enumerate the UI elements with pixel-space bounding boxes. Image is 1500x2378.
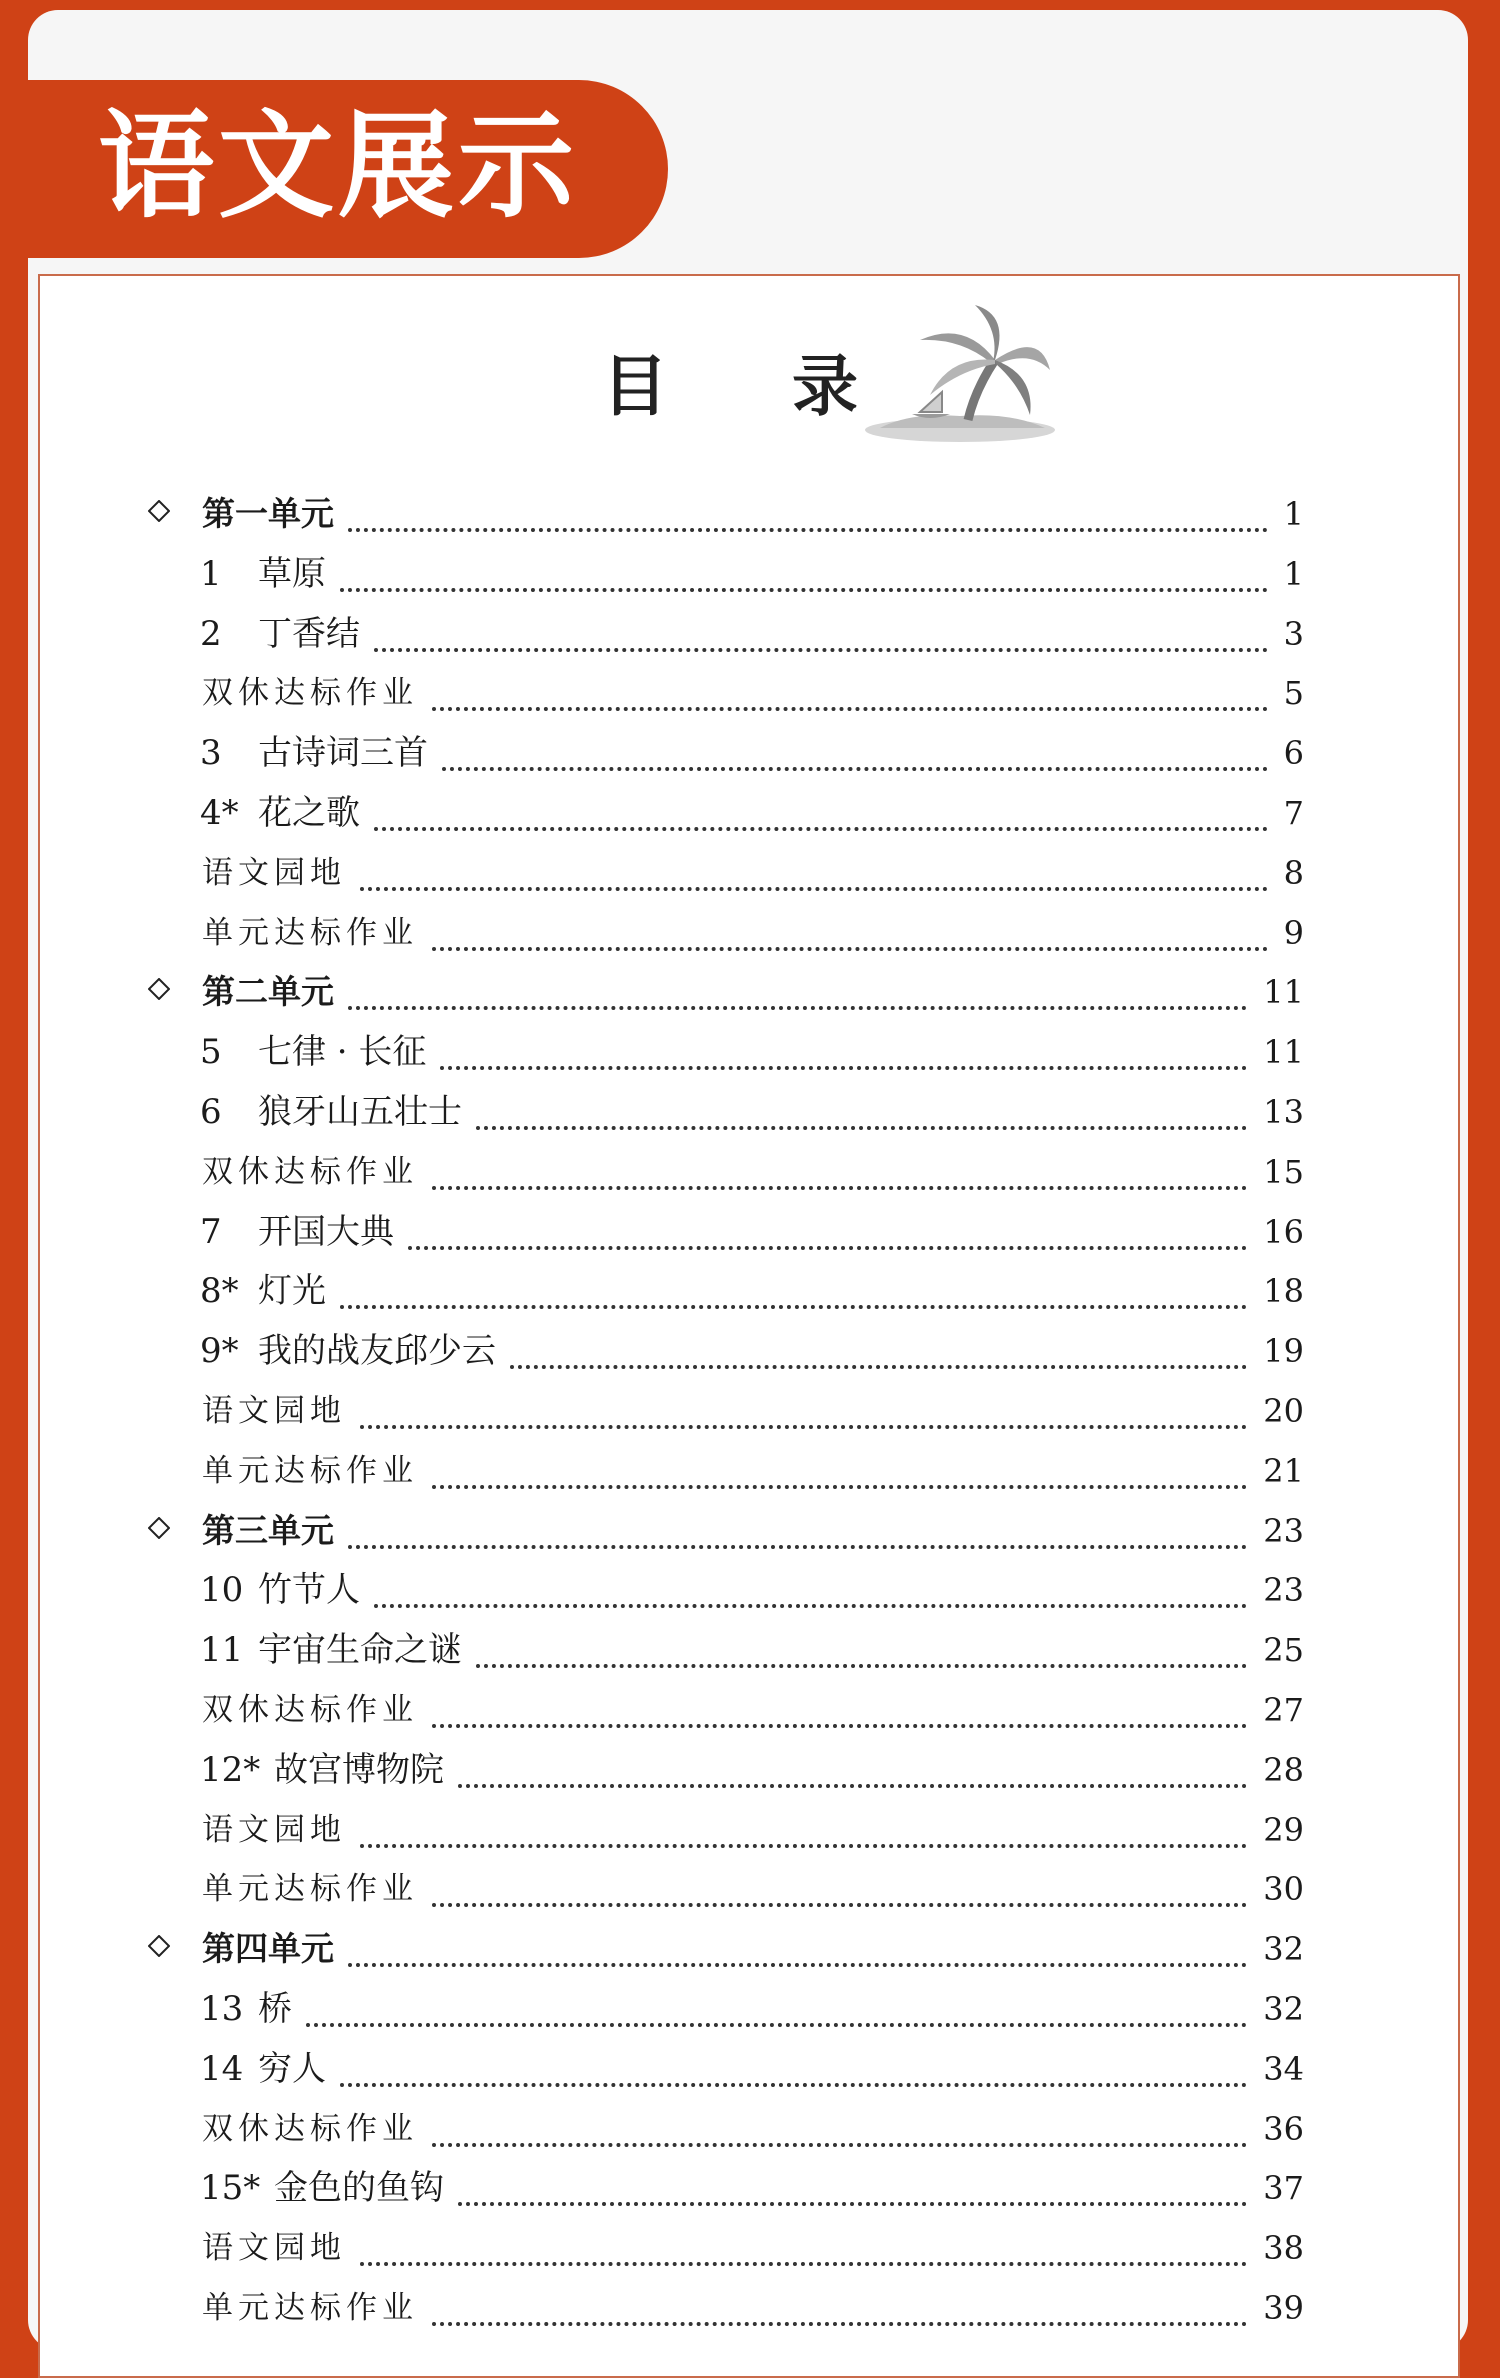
toc-page-number: 9 <box>1283 914 1304 952</box>
toc-entry-number: 3 <box>200 733 222 773</box>
toc-page-number: 32 <box>1263 1990 1304 2028</box>
toc-entry-number: 11 <box>200 1630 244 1670</box>
toc-page-number: 7 <box>1283 794 1304 832</box>
toc-page-number: 23 <box>1263 1512 1304 1550</box>
toc-dot-leader <box>348 1545 1247 1549</box>
toc-entry-text: 单元达标作业 <box>202 915 418 951</box>
toc-exercise-entry[interactable] <box>0 1441 1500 1501</box>
toc-entry-text: 花之歌 <box>258 793 360 833</box>
toc-entry-label <box>200 1560 360 1620</box>
toc-entry-text: 语文园地 <box>202 2230 346 2266</box>
toc-dot-leader <box>442 767 1268 771</box>
toc-lesson-entry[interactable] <box>0 1740 1500 1800</box>
toc-entry-number: 12* <box>200 1750 261 1790</box>
toc-dot-leader <box>374 1604 1247 1608</box>
toc-page-number: 6 <box>1283 734 1304 772</box>
toc-dot-leader <box>458 1784 1247 1788</box>
toc-unit-heading[interactable] <box>0 484 1500 544</box>
toc-entry-label <box>202 1142 418 1202</box>
toc-dot-leader <box>306 2023 1247 2027</box>
toc-entry-text: 宇宙生命之谜 <box>258 1630 462 1670</box>
toc-exercise-entry[interactable] <box>0 1859 1500 1919</box>
toc-entry-number: 2 <box>200 614 222 654</box>
toc-dot-leader <box>432 1485 1247 1489</box>
toc-lesson-entry[interactable] <box>0 1620 1500 1680</box>
toc-entry-text: 穷人 <box>258 2049 326 2089</box>
toc-entry-number: 7 <box>200 1212 222 1252</box>
toc-entry-text: 故宫博物院 <box>274 1750 444 1790</box>
toc-entry-label <box>202 1381 346 1441</box>
toc-entry-label <box>202 903 418 963</box>
diamond-outline-icon <box>148 1517 170 1539</box>
toc-entry-label <box>200 1321 496 1381</box>
toc-entry-text: 七律 · 长征 <box>258 1032 427 1072</box>
toc-page-number: 32 <box>1263 1930 1304 1968</box>
toc-page-number: 8 <box>1283 854 1304 892</box>
toc-lesson-entry[interactable] <box>0 1321 1500 1381</box>
diamond-outline-icon <box>148 1935 170 1957</box>
toc-entry-label <box>200 1261 326 1321</box>
toc-entry-label <box>202 2278 418 2338</box>
toc-title <box>602 346 858 426</box>
toc-dot-leader <box>432 2143 1247 2147</box>
toc-lesson-entry[interactable] <box>0 2039 1500 2099</box>
toc-entry-text: 第三单元 <box>202 1511 334 1550</box>
toc-entry-label <box>200 1082 462 1142</box>
toc-lesson-entry[interactable] <box>0 604 1500 664</box>
toc-page-number: 28 <box>1263 1751 1304 1789</box>
toc-page-number: 25 <box>1263 1631 1304 1669</box>
toc-exercise-entry[interactable] <box>0 843 1500 903</box>
diamond-outline-icon <box>148 500 170 522</box>
toc-entry-number: 15* <box>200 2168 261 2208</box>
toc-entry-label <box>202 1441 418 1501</box>
toc-page-number: 5 <box>1283 674 1304 712</box>
toc-exercise-entry[interactable] <box>0 1680 1500 1740</box>
toc-entry-number: 8* <box>200 1271 239 1311</box>
toc-exercise-entry[interactable] <box>0 1800 1500 1860</box>
toc-page-number: 11 <box>1263 973 1304 1011</box>
toc-dot-leader <box>360 887 1268 891</box>
toc-entry-text: 语文园地 <box>202 1812 346 1848</box>
toc-page-number: 37 <box>1263 2169 1304 2207</box>
toc-entry-label <box>200 1979 292 2039</box>
toc-dot-leader <box>348 528 1268 532</box>
toc-entry-text: 金色的鱼钩 <box>274 2168 444 2208</box>
toc-page-number: 34 <box>1263 2050 1304 2088</box>
toc-entry-label <box>202 843 346 903</box>
toc-exercise-entry[interactable] <box>0 1142 1500 1202</box>
toc-dot-leader <box>440 1066 1247 1070</box>
diamond-outline-icon <box>148 978 170 1000</box>
toc-page-number: 21 <box>1263 1452 1304 1490</box>
toc-page-number: 30 <box>1263 1870 1304 1908</box>
toc-entry-label <box>202 1800 346 1860</box>
toc-entry-label <box>200 783 360 843</box>
toc-entry-label <box>200 723 428 783</box>
toc-dot-leader <box>340 2083 1247 2087</box>
toc-entry-text: 双休达标作业 <box>202 675 418 711</box>
toc-dot-leader <box>340 1305 1247 1309</box>
toc-exercise-entry[interactable] <box>0 663 1500 723</box>
toc-dot-leader <box>348 1006 1247 1010</box>
toc-lesson-entry[interactable] <box>0 1560 1500 1620</box>
toc-dot-leader <box>476 1664 1247 1668</box>
toc-entry-text: 灯光 <box>258 1271 326 1311</box>
toc-entry-text: 桥 <box>258 1989 292 2029</box>
toc-lesson-entry[interactable] <box>0 2158 1500 2218</box>
toc-dot-leader <box>432 1186 1247 1190</box>
toc-entry-label <box>200 544 326 604</box>
toc-exercise-entry[interactable] <box>0 2218 1500 2278</box>
toc-entry-number: 4* <box>200 793 239 833</box>
toc-page-number: 16 <box>1263 1213 1304 1251</box>
toc-dot-leader <box>432 707 1268 711</box>
toc-lesson-entry[interactable] <box>0 1022 1500 1082</box>
toc-lesson-entry[interactable] <box>0 1979 1500 2039</box>
toc-entry-text: 竹节人 <box>258 1570 360 1610</box>
toc-entry-label <box>202 2218 346 2278</box>
toc-entry-label <box>202 2099 418 2159</box>
toc-dot-leader <box>432 2322 1247 2326</box>
toc-entry-label <box>200 1620 462 1680</box>
toc-page-number: 1 <box>1283 555 1304 593</box>
toc-page-number: 18 <box>1263 1272 1304 1310</box>
toc-entry-text: 单元达标作业 <box>202 1871 418 1907</box>
toc-dot-leader <box>432 1724 1247 1728</box>
toc-dot-leader <box>360 1844 1247 1848</box>
toc-dot-leader <box>432 1903 1247 1907</box>
toc-entry-text: 开国大典 <box>258 1212 394 1252</box>
toc-page-number: 29 <box>1263 1811 1304 1849</box>
toc-entry-label <box>202 1919 334 1979</box>
toc-dot-leader <box>348 1963 1247 1967</box>
toc-entry-number: 10 <box>200 1570 244 1610</box>
toc-exercise-entry[interactable] <box>0 2278 1500 2338</box>
toc-dot-leader <box>432 947 1268 951</box>
toc-entry-text: 古诗词三首 <box>258 733 428 773</box>
toc-page-number: 36 <box>1263 2110 1304 2148</box>
toc-entry-text: 双休达标作业 <box>202 1692 418 1728</box>
toc-dot-leader <box>360 2262 1247 2266</box>
toc-lesson-entry[interactable] <box>0 723 1500 783</box>
banner-title: 语文展示 <box>98 99 578 234</box>
toc-page-number: 23 <box>1263 1571 1304 1609</box>
toc-exercise-entry[interactable] <box>0 1381 1500 1441</box>
toc-entry-number: 6 <box>200 1092 222 1132</box>
toc-entry-label <box>200 604 360 664</box>
toc-entry-text: 单元达标作业 <box>202 2290 418 2326</box>
toc-entry-label <box>200 1202 394 1262</box>
toc-entry-number: 5 <box>200 1032 222 1072</box>
toc-entry-number: 14 <box>200 2049 244 2089</box>
toc-entry-label <box>202 1501 334 1561</box>
toc-dot-leader <box>408 1246 1247 1250</box>
toc-exercise-entry[interactable] <box>0 903 1500 963</box>
toc-entry-text: 双休达标作业 <box>202 1154 418 1190</box>
toc-dot-leader <box>476 1126 1247 1130</box>
toc-lesson-entry[interactable] <box>0 1261 1500 1321</box>
toc-title-char-1: 目 <box>602 347 668 425</box>
toc-lesson-entry[interactable] <box>0 783 1500 843</box>
toc-lesson-entry[interactable] <box>0 544 1500 604</box>
toc-entry-text: 第二单元 <box>202 972 334 1011</box>
toc-page-number: 39 <box>1263 2289 1304 2327</box>
toc-entry-number: 9* <box>200 1331 239 1371</box>
toc-entry-label <box>200 2158 444 2218</box>
toc-entry-text: 双休达标作业 <box>202 2111 418 2147</box>
toc-entry-label <box>200 1022 426 1082</box>
toc-title-char-2: 录 <box>792 347 858 425</box>
toc-page-number: 3 <box>1283 615 1304 653</box>
toc-page-number: 20 <box>1263 1392 1304 1430</box>
toc-page-number: 38 <box>1263 2229 1304 2267</box>
palm-island-icon <box>850 300 1060 450</box>
toc-entry-text: 语文园地 <box>202 1393 346 1429</box>
toc-dot-leader <box>374 827 1268 831</box>
toc-dot-leader <box>340 588 1268 592</box>
toc-entry-number: 1 <box>200 554 222 594</box>
toc-entry-text: 第一单元 <box>202 494 334 533</box>
toc-entry-text: 狼牙山五壮士 <box>258 1092 462 1132</box>
toc-page-number: 27 <box>1263 1691 1304 1729</box>
toc-entry-text: 单元达标作业 <box>202 1453 418 1489</box>
toc-entry-text: 我的战友邱少云 <box>258 1331 496 1371</box>
toc-page-number: 15 <box>1263 1153 1304 1191</box>
toc-entry-label <box>202 663 418 723</box>
toc-page-number: 1 <box>1283 495 1304 533</box>
toc-unit-heading[interactable] <box>0 1501 1500 1561</box>
toc-entry-label <box>202 1680 418 1740</box>
toc-lesson-entry[interactable] <box>0 1082 1500 1142</box>
toc-lesson-entry[interactable] <box>0 1202 1500 1262</box>
toc-exercise-entry[interactable] <box>0 2099 1500 2159</box>
toc-entry-text: 第四单元 <box>202 1929 334 1968</box>
toc-entry-label <box>202 484 334 544</box>
toc-unit-heading[interactable] <box>0 962 1500 1022</box>
toc-page-number: 19 <box>1263 1332 1304 1370</box>
toc-entry-text: 丁香结 <box>258 614 360 654</box>
toc-entry-number: 13 <box>200 1989 244 2029</box>
toc-dot-leader <box>374 648 1268 652</box>
toc-dot-leader <box>458 2202 1247 2206</box>
toc-entry-label <box>200 1740 444 1800</box>
toc-entry-label <box>202 962 334 1022</box>
toc-entry-text: 草原 <box>258 554 326 594</box>
toc-page-number: 11 <box>1263 1033 1304 1071</box>
toc-dot-leader <box>360 1425 1247 1429</box>
toc-entry-label <box>202 1859 418 1919</box>
toc-entry-text: 语文园地 <box>202 855 346 891</box>
toc-entry-label <box>200 2039 326 2099</box>
toc-unit-heading[interactable] <box>0 1919 1500 1979</box>
toc-dot-leader <box>510 1365 1247 1369</box>
toc-page-number: 13 <box>1263 1093 1304 1131</box>
